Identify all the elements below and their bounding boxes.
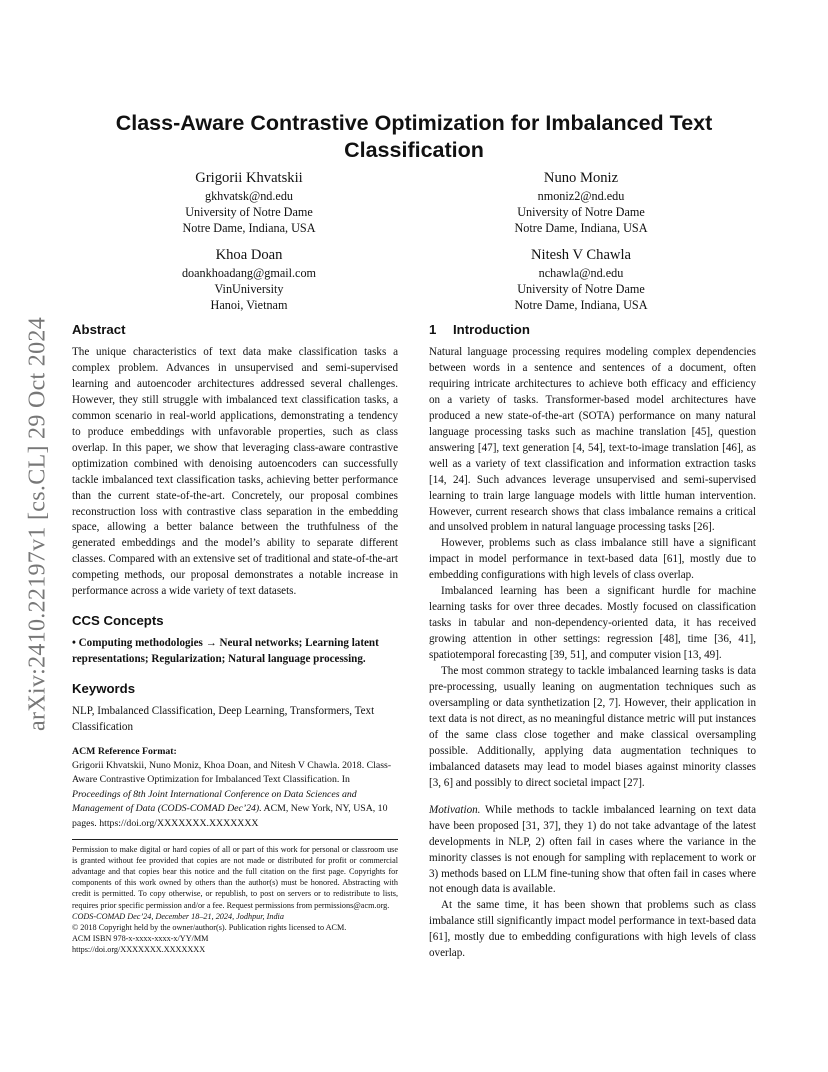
author-name: Khoa Doan bbox=[215, 247, 283, 263]
author-location: Notre Dame, Indiana, USA bbox=[182, 221, 316, 235]
author-email: nmoniz2@nd.edu bbox=[537, 189, 625, 203]
author-block bbox=[441, 168, 721, 236]
isbn-line: ACM ISBN 978-x-xxxx-xxxx-x/YY/MM bbox=[72, 933, 209, 943]
keywords-heading: Keywords bbox=[72, 681, 136, 697]
abstract-heading: Abstract bbox=[72, 322, 126, 337]
doi-line: https://doi.org/XXXXXXX.XXXXXXX bbox=[72, 944, 206, 954]
author-email: doankhoadang@gmail.com bbox=[181, 266, 317, 280]
conference-line: CODS-COMAD Dec’24, December 18–21, 2024, Jodhpur, India bbox=[72, 911, 284, 921]
author-location: Notre Dame, Indiana, USA bbox=[514, 298, 648, 312]
arxiv-identifier: arXiv:2410.22197v1 [cs.CL] 29 Oct 2024 bbox=[24, 316, 51, 732]
left-column bbox=[72, 321, 398, 955]
author-affiliation: VinUniversity bbox=[214, 282, 284, 296]
arxiv-sidebar-stamp bbox=[21, 290, 55, 758]
acm-reference-details: ACM, New York, NY, USA, 10 pages. https://doi.org/XXXXXXX.XXXXXXX bbox=[72, 803, 388, 829]
permission-notice: Permission to make digital or hard copies of all or part of this work for personal or classroom use is granted without fee provided that copies are not made or distributed for profit or commercial advantage and that copies bear this notice and the full citation on the first page. Copyrights for components of this work owned by others than the author(s) must be honored. Abstracting with credit is permitted. To copy otherwise, or republish, to post on servers or to redistribute to lists, requires prior specific permission and/or a fee. Request permissions from permissions@acm.org. bbox=[72, 845, 398, 910]
author-block bbox=[441, 245, 721, 313]
introduction-heading bbox=[429, 321, 756, 339]
author-block bbox=[109, 168, 389, 236]
intro-paragraph: The most common strategy to tackle imbalanced learning tasks is data pre-processing, usually leaning on augmentation techniques such as oversampling or data synthetization [2, 7]. However, their application in text data is not direct, as no meaningful distance metric will put instances of the same class close together and make classical oversampling possible. Additionally, applying data augmentation techniques to imbalanced datasets may lead to model biases against minority classes [3, 6] and possibly to direct societal impact [27]. bbox=[429, 665, 756, 789]
motivation-text: While methods to tackle imbalanced learning on text data have been proposed [31, 37], they 1) do not take advantage of the latest developments in NLP, 2) often fail in cases where the variance in the minority classes is not enough for sampling with replacement to work or 3) methods based on LLM fine-tuning show that often fail in cases where not enough data is available. bbox=[429, 803, 756, 896]
ccs-heading: CCS Concepts bbox=[72, 613, 164, 629]
author-affiliation: University of Notre Dame bbox=[185, 205, 313, 219]
acm-reference-heading: ACM Reference Format: bbox=[72, 746, 177, 758]
copyright-line: © 2018 Copyright held by the owner/author(s). Publication rights licensed to ACM. bbox=[72, 922, 347, 932]
author-location: Notre Dame, Indiana, USA bbox=[514, 221, 648, 235]
motivation-label: Motivation. bbox=[429, 803, 481, 816]
acm-reference-text bbox=[72, 759, 398, 831]
author-name: Nuno Moniz bbox=[543, 170, 619, 186]
author-affiliation: University of Notre Dame bbox=[517, 282, 645, 296]
motivation-paragraph bbox=[429, 803, 756, 899]
intro-paragraph: However, problems such as class imbalance still have a significant impact in model performance in text-based data [61], mostly due to embedding configurations with high levels of class overlap. bbox=[429, 537, 756, 582]
author-name: Grigorii Khvatskii bbox=[195, 170, 303, 186]
paper-title: Class-Aware Contrastive Optimization for Imbalanced Text Classification bbox=[115, 111, 713, 162]
intro-paragraph: At the same time, it has been shown that problems such as class imbalance still significantly impact model performance in text-based data [61], mostly due to embedding configurations with high levels of class overlap. bbox=[429, 899, 756, 960]
author-name: Nitesh V Chawla bbox=[531, 247, 631, 263]
section-number: 1 bbox=[429, 322, 437, 337]
keywords-text: NLP, Imbalanced Classification, Deep Learning, Transformers, Text Classification bbox=[72, 705, 375, 734]
right-column bbox=[429, 321, 756, 962]
footnote-divider bbox=[72, 839, 398, 840]
ccs-concepts: • Computing methodologies → Neural networks; Learning latent representations; Regularization; Natural language processing. bbox=[72, 637, 379, 666]
acm-reference-authors: Grigorii Khvatskii, Nuno Moniz, Khoa Doan, and Nitesh V Chawla. 2018. Class-Aware Contrastive Optimization for Imbalanced Text Classification. In bbox=[72, 760, 392, 786]
author-block bbox=[109, 245, 389, 313]
author-affiliation: University of Notre Dame bbox=[517, 205, 645, 219]
author-email: nchawla@nd.edu bbox=[538, 266, 624, 280]
section-title: Introduction bbox=[453, 322, 530, 337]
intro-paragraph: Imbalanced learning has been a significant hurdle for machine learning tasks for over three decades. Mostly focused on classification tasks in tabular and non-dependency-oriented data, it has received growing attention in other settings: regression [48], time [36, 41], spatiotemporal forecasting [39, 51], and computer vision [13, 49]. bbox=[429, 585, 756, 662]
author-email: gkhvatsk@nd.edu bbox=[204, 189, 294, 203]
intro-paragraph: Natural language processing requires modeling complex dependencies between words in a sentence and sentences of a document, often requiring intricate architectures to achieve both efficacy and efficiency on a variety of tasks. Transformer-based model architectures have produced a new state-of-the-art (SOTA) performance on many natural language processing tasks such as machine translation [45], question answering [47], text generation [4, 54], text-to-image translation [46], as well as a variety of text classification and information extraction tasks [14, 24]. Such advances leverage unsupervised and semi-supervised learning to train large language models with little human intervention. However, current research shows that class imbalance remains a critical and unsolved problem in natural language processing tasks [26]. bbox=[429, 346, 756, 534]
abstract-text: The unique characteristics of text data make classification tasks a complex problem. Advances in unsupervised and semi-supervised learning and autoencoder architectures addressed several challenges. However, they still struggle with imbalanced text classification tasks, a common scenario in real-world applications, demonstrating a tendency to produce embeddings with unfavorable properties, such as class overlap. In this paper, we show that leveraging class-aware contrastive optimization combined with denoising autoencoders can successfully tackle imbalanced text classification tasks, achieving better performance than the current state-of-the-art. Concretely, our proposal combines reconstruction loss with contrastive class separation in the embedding space, allowing a better balance between the truthfulness of the generated embeddings and the model’s ability to separate different classes. Compared with an extensive set of traditional and state-of-the-art competing methods, our proposal demonstrates a notable increase in performance across a wide variety of text datasets. bbox=[72, 346, 398, 598]
acm-reference-venue: Proceedings of 8th Joint International Conference on Data Sciences and Management of Data (CODS-COMAD Dec’24). bbox=[72, 788, 357, 815]
author-location: Hanoi, Vietnam bbox=[210, 298, 288, 312]
